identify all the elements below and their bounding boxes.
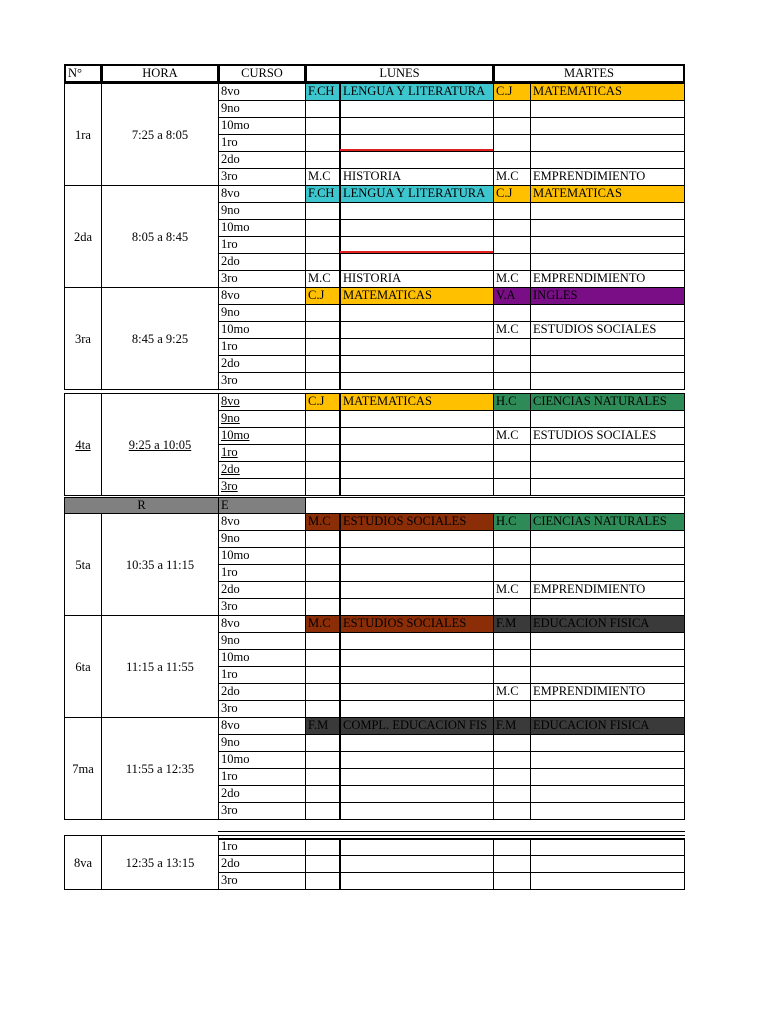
martes-teacher-code: M.C: [493, 168, 531, 186]
course-cell: 9no: [218, 734, 306, 752]
martes-subject: [530, 802, 685, 820]
column-separator: [339, 393, 341, 411]
column-separator: [339, 683, 341, 701]
course-cell: 10mo: [218, 547, 306, 565]
martes-subject: [530, 134, 685, 152]
lunes-teacher-code: [305, 202, 341, 220]
block-time: 8:05 a 8:45: [101, 185, 219, 288]
column-separator: [339, 253, 341, 271]
lunes-subject: [340, 338, 494, 356]
column-separator: [339, 168, 341, 186]
course-cell: 9no: [218, 632, 306, 650]
martes-teacher-code: [493, 872, 531, 890]
lunes-teacher-code: [305, 530, 341, 548]
column-separator: [339, 632, 341, 650]
lunes-subject: [340, 530, 494, 548]
block-time: 8:45 a 9:25: [101, 287, 219, 390]
martes-subject: ESTUDIOS SOCIALES: [530, 427, 685, 445]
course-cell: 3ro: [218, 270, 306, 288]
lunes-subject: [340, 802, 494, 820]
martes-teacher-code: [493, 838, 531, 856]
lunes-subject: [340, 355, 494, 373]
lunes-subject: [340, 734, 494, 752]
column-separator: [339, 427, 341, 445]
lunes-teacher-code: C.J: [305, 287, 341, 305]
lunes-subject: [340, 100, 494, 118]
lunes-subject: [340, 666, 494, 684]
lunes-subject: LENGUA Y LITERATURA: [340, 185, 494, 203]
martes-subject: MATEMATICAS: [530, 185, 685, 203]
course-cell: 9no: [218, 100, 306, 118]
column-separator: [339, 649, 341, 667]
column-separator: [339, 768, 341, 786]
martes-teacher-code: [493, 304, 531, 322]
martes-subject: [530, 872, 685, 890]
martes-teacher-code: [493, 410, 531, 428]
lunes-subject: MATEMATICAS: [340, 393, 494, 411]
lunes-teacher-code: [305, 838, 341, 856]
column-separator: [339, 598, 341, 616]
martes-subject: EMPRENDIMIENTO: [530, 683, 685, 701]
martes-teacher-code: [493, 202, 531, 220]
lunes-subject: [340, 304, 494, 322]
lunes-subject: [340, 581, 494, 599]
course-cell: 1ro: [218, 666, 306, 684]
martes-subject: [530, 410, 685, 428]
martes-teacher-code: [493, 253, 531, 271]
lunes-subject: [340, 117, 494, 135]
martes-teacher-code: [493, 734, 531, 752]
column-separator: [339, 666, 341, 684]
block-number: 6ta: [64, 615, 102, 718]
lunes-teacher-code: [305, 134, 341, 152]
column-separator: [339, 355, 341, 373]
lunes-teacher-code: [305, 410, 341, 428]
martes-teacher-code: M.C: [493, 270, 531, 288]
lunes-teacher-code: [305, 444, 341, 462]
course-cell: 9no: [218, 202, 306, 220]
martes-subject: [530, 734, 685, 752]
lunes-subject: HISTORIA: [340, 168, 494, 186]
martes-teacher-code: [493, 547, 531, 565]
martes-teacher-code: [493, 666, 531, 684]
martes-teacher-code: [493, 802, 531, 820]
column-separator: [339, 270, 341, 288]
martes-subject: [530, 598, 685, 616]
column-separator: [339, 872, 341, 890]
course-cell: 8vo: [218, 717, 306, 735]
course-cell: 1ro: [218, 338, 306, 356]
martes-subject: [530, 855, 685, 873]
column-separator: [339, 734, 341, 752]
martes-teacher-code: [493, 632, 531, 650]
course-cell: 10mo: [218, 321, 306, 339]
lunes-subject: [340, 253, 494, 271]
column-separator: [339, 410, 341, 428]
block-time: 9:25 a 10:05: [101, 393, 219, 496]
martes-teacher-code: C.J: [493, 185, 531, 203]
martes-subject: [530, 632, 685, 650]
recess-blank: [305, 497, 685, 514]
martes-subject: [530, 151, 685, 169]
column-separator: [339, 547, 341, 565]
lunes-teacher-code: [305, 100, 341, 118]
lunes-subject: [340, 632, 494, 650]
martes-teacher-code: F.M: [493, 615, 531, 633]
lunes-subject: [340, 838, 494, 856]
column-separator: [339, 219, 341, 237]
column-separator: [339, 564, 341, 582]
lunes-teacher-code: [305, 253, 341, 271]
column-separator: [339, 117, 341, 135]
lunes-subject: [340, 751, 494, 769]
lunes-subject: [340, 649, 494, 667]
lunes-teacher-code: [305, 598, 341, 616]
divider-line: [218, 835, 685, 836]
column-separator: [339, 185, 341, 203]
recess-right: E: [218, 497, 306, 514]
martes-teacher-code: M.C: [493, 427, 531, 445]
lunes-teacher-code: [305, 338, 341, 356]
column-separator: [339, 581, 341, 599]
martes-teacher-code: [493, 598, 531, 616]
martes-teacher-code: [493, 768, 531, 786]
lunes-teacher-code: [305, 751, 341, 769]
martes-teacher-code: [493, 461, 531, 479]
martes-subject: ESTUDIOS SOCIALES: [530, 321, 685, 339]
martes-teacher-code: [493, 478, 531, 496]
course-cell: 2do: [218, 253, 306, 271]
lunes-teacher-code: M.C: [305, 513, 341, 531]
lunes-teacher-code: [305, 151, 341, 169]
martes-teacher-code: [493, 751, 531, 769]
lunes-subject: MATEMATICAS: [340, 287, 494, 305]
course-cell: 1ro: [218, 134, 306, 152]
column-separator: [339, 287, 341, 305]
column-separator: [339, 802, 341, 820]
lunes-teacher-code: [305, 564, 341, 582]
header-hora: HORA: [101, 64, 219, 83]
martes-subject: [530, 219, 685, 237]
column-separator: [339, 444, 341, 462]
martes-subject: INGLES: [530, 287, 685, 305]
block-time: 11:55 a 12:35: [101, 717, 219, 820]
lunes-teacher-code: [305, 117, 341, 135]
red-line-marker: [340, 251, 493, 253]
lunes-subject: ESTUDIOS SOCIALES: [340, 513, 494, 531]
block-number: 8va: [64, 835, 102, 890]
martes-subject: [530, 547, 685, 565]
martes-teacher-code: [493, 855, 531, 873]
course-cell: 1ro: [218, 768, 306, 786]
header-curso: CURSO: [218, 64, 306, 83]
block-time: 7:25 a 8:05: [101, 83, 219, 186]
column-separator: [339, 717, 341, 735]
column-separator: [339, 83, 341, 101]
column-separator: [339, 372, 341, 390]
lunes-teacher-code: [305, 581, 341, 599]
column-separator: [339, 530, 341, 548]
column-separator: [339, 461, 341, 479]
martes-subject: [530, 253, 685, 271]
lunes-teacher-code: [305, 304, 341, 322]
martes-subject: EMPRENDIMIENTO: [530, 270, 685, 288]
lunes-teacher-code: M.C: [305, 168, 341, 186]
martes-teacher-code: [493, 372, 531, 390]
martes-subject: [530, 530, 685, 548]
martes-subject: [530, 304, 685, 322]
lunes-teacher-code: [305, 478, 341, 496]
header-martes: MARTES: [493, 64, 685, 83]
header-n: N°: [64, 64, 102, 83]
course-cell: 1ro: [218, 564, 306, 582]
lunes-teacher-code: [305, 321, 341, 339]
lunes-teacher-code: [305, 219, 341, 237]
course-cell: 3ro: [218, 872, 306, 890]
lunes-teacher-code: [305, 872, 341, 890]
lunes-subject: [340, 872, 494, 890]
column-separator: [339, 513, 341, 531]
martes-subject: [530, 202, 685, 220]
martes-subject: [530, 785, 685, 803]
block-number: 7ma: [64, 717, 102, 820]
martes-subject: [530, 649, 685, 667]
lunes-subject: [340, 372, 494, 390]
lunes-subject: [340, 683, 494, 701]
lunes-teacher-code: [305, 700, 341, 718]
lunes-subject: [340, 478, 494, 496]
lunes-teacher-code: F.M: [305, 717, 341, 735]
lunes-teacher-code: [305, 461, 341, 479]
martes-subject: [530, 372, 685, 390]
course-cell: 3ro: [218, 598, 306, 616]
martes-teacher-code: [493, 338, 531, 356]
martes-subject: CIENCIAS NATURALES: [530, 393, 685, 411]
martes-teacher-code: [493, 219, 531, 237]
lunes-subject: [340, 547, 494, 565]
lunes-teacher-code: [305, 355, 341, 373]
lunes-teacher-code: [305, 632, 341, 650]
course-cell: 3ro: [218, 372, 306, 390]
column-separator: [339, 478, 341, 496]
course-cell: 2do: [218, 683, 306, 701]
lunes-subject: [340, 427, 494, 445]
column-separator: [339, 321, 341, 339]
course-cell: 10mo: [218, 219, 306, 237]
lunes-subject: [340, 700, 494, 718]
lunes-teacher-code: [305, 372, 341, 390]
course-cell: 3ro: [218, 802, 306, 820]
red-line-marker: [340, 149, 493, 151]
lunes-teacher-code: [305, 734, 341, 752]
martes-teacher-code: [493, 100, 531, 118]
lunes-subject: [340, 321, 494, 339]
course-cell: 10mo: [218, 427, 306, 445]
column-separator: [339, 700, 341, 718]
course-cell: 2do: [218, 785, 306, 803]
course-cell: 2do: [218, 461, 306, 479]
lunes-teacher-code: [305, 427, 341, 445]
block-time: 12:35 a 13:15: [101, 835, 219, 890]
lunes-subject: HISTORIA: [340, 270, 494, 288]
course-cell: 2do: [218, 855, 306, 873]
block-number: 1ra: [64, 83, 102, 186]
course-cell: 8vo: [218, 393, 306, 411]
martes-subject: [530, 100, 685, 118]
martes-teacher-code: H.C: [493, 393, 531, 411]
block-time: 11:15 a 11:55: [101, 615, 219, 718]
lunes-teacher-code: [305, 236, 341, 254]
lunes-teacher-code: [305, 649, 341, 667]
martes-subject: MATEMATICAS: [530, 83, 685, 101]
recess-left: R: [64, 497, 219, 514]
martes-teacher-code: M.C: [493, 683, 531, 701]
column-separator: [339, 304, 341, 322]
martes-subject: [530, 338, 685, 356]
lunes-subject: [340, 202, 494, 220]
martes-subject: [530, 666, 685, 684]
lunes-subject: [340, 444, 494, 462]
block-number: 3ra: [64, 287, 102, 390]
block-time: 10:35 a 11:15: [101, 513, 219, 616]
course-cell: 8vo: [218, 185, 306, 203]
martes-subject: [530, 768, 685, 786]
lunes-teacher-code: M.C: [305, 615, 341, 633]
course-cell: 2do: [218, 355, 306, 373]
martes-subject: EMPRENDIMIENTO: [530, 581, 685, 599]
divider-line: [218, 831, 685, 832]
martes-subject: [530, 236, 685, 254]
martes-subject: [530, 117, 685, 135]
column-separator: [339, 855, 341, 873]
martes-subject: [530, 751, 685, 769]
martes-teacher-code: [493, 530, 531, 548]
martes-teacher-code: [493, 151, 531, 169]
martes-teacher-code: H.C: [493, 513, 531, 531]
martes-teacher-code: C.J: [493, 83, 531, 101]
martes-teacher-code: [493, 117, 531, 135]
course-cell: 1ro: [218, 444, 306, 462]
martes-teacher-code: M.C: [493, 321, 531, 339]
martes-subject: CIENCIAS NATURALES: [530, 513, 685, 531]
martes-subject: EMPRENDIMIENTO: [530, 168, 685, 186]
lunes-teacher-code: C.J: [305, 393, 341, 411]
column-separator: [339, 151, 341, 169]
lunes-subject: [340, 768, 494, 786]
martes-teacher-code: [493, 564, 531, 582]
martes-subject: [530, 564, 685, 582]
column-separator: [339, 202, 341, 220]
martes-subject: [530, 478, 685, 496]
lunes-teacher-code: [305, 547, 341, 565]
martes-teacher-code: [493, 444, 531, 462]
lunes-subject: COMPL. EDUCACION FIS: [340, 717, 494, 735]
course-cell: 2do: [218, 151, 306, 169]
lunes-subject: [340, 410, 494, 428]
block-number: 5ta: [64, 513, 102, 616]
course-cell: 10mo: [218, 117, 306, 135]
martes-subject: EDUCACION FISICA: [530, 615, 685, 633]
course-cell: 10mo: [218, 649, 306, 667]
course-cell: 2do: [218, 581, 306, 599]
martes-teacher-code: F.M: [493, 717, 531, 735]
martes-subject: [530, 838, 685, 856]
martes-teacher-code: V.A: [493, 287, 531, 305]
lunes-teacher-code: F.CH: [305, 185, 341, 203]
martes-teacher-code: [493, 649, 531, 667]
lunes-teacher-code: [305, 802, 341, 820]
column-separator: [339, 751, 341, 769]
block-number: 2da: [64, 185, 102, 288]
lunes-teacher-code: [305, 683, 341, 701]
martes-teacher-code: [493, 700, 531, 718]
lunes-teacher-code: [305, 855, 341, 873]
column-separator: [339, 785, 341, 803]
martes-teacher-code: M.C: [493, 581, 531, 599]
course-cell: 8vo: [218, 83, 306, 101]
course-cell: 10mo: [218, 751, 306, 769]
course-cell: 9no: [218, 530, 306, 548]
lunes-subject: [340, 564, 494, 582]
course-cell: 1ro: [218, 838, 306, 856]
lunes-subject: LENGUA Y LITERATURA: [340, 83, 494, 101]
martes-subject: [530, 461, 685, 479]
lunes-subject: [340, 219, 494, 237]
course-cell: 8vo: [218, 513, 306, 531]
course-cell: 3ro: [218, 700, 306, 718]
course-cell: 3ro: [218, 168, 306, 186]
lunes-teacher-code: [305, 785, 341, 803]
lunes-teacher-code: M.C: [305, 270, 341, 288]
course-cell: 3ro: [218, 478, 306, 496]
martes-teacher-code: [493, 134, 531, 152]
martes-subject: EDUCACION FISICA: [530, 717, 685, 735]
lunes-subject: [340, 151, 494, 169]
martes-subject: [530, 355, 685, 373]
course-cell: 8vo: [218, 615, 306, 633]
lunes-teacher-code: [305, 768, 341, 786]
lunes-teacher-code: F.CH: [305, 83, 341, 101]
course-cell: 1ro: [218, 236, 306, 254]
martes-teacher-code: [493, 236, 531, 254]
lunes-subject: [340, 461, 494, 479]
martes-teacher-code: [493, 355, 531, 373]
martes-subject: [530, 700, 685, 718]
course-cell: 9no: [218, 304, 306, 322]
column-separator: [339, 100, 341, 118]
course-cell: 8vo: [218, 287, 306, 305]
course-cell: 9no: [218, 410, 306, 428]
column-separator: [339, 615, 341, 633]
column-separator: [339, 838, 341, 856]
block-number: 4ta: [64, 393, 102, 496]
lunes-subject: [340, 785, 494, 803]
martes-subject: [530, 444, 685, 462]
martes-teacher-code: [493, 785, 531, 803]
header-lunes: LUNES: [305, 64, 494, 83]
column-separator: [339, 338, 341, 356]
lunes-subject: ESTUDIOS SOCIALES: [340, 615, 494, 633]
lunes-subject: [340, 598, 494, 616]
lunes-subject: [340, 855, 494, 873]
lunes-teacher-code: [305, 666, 341, 684]
